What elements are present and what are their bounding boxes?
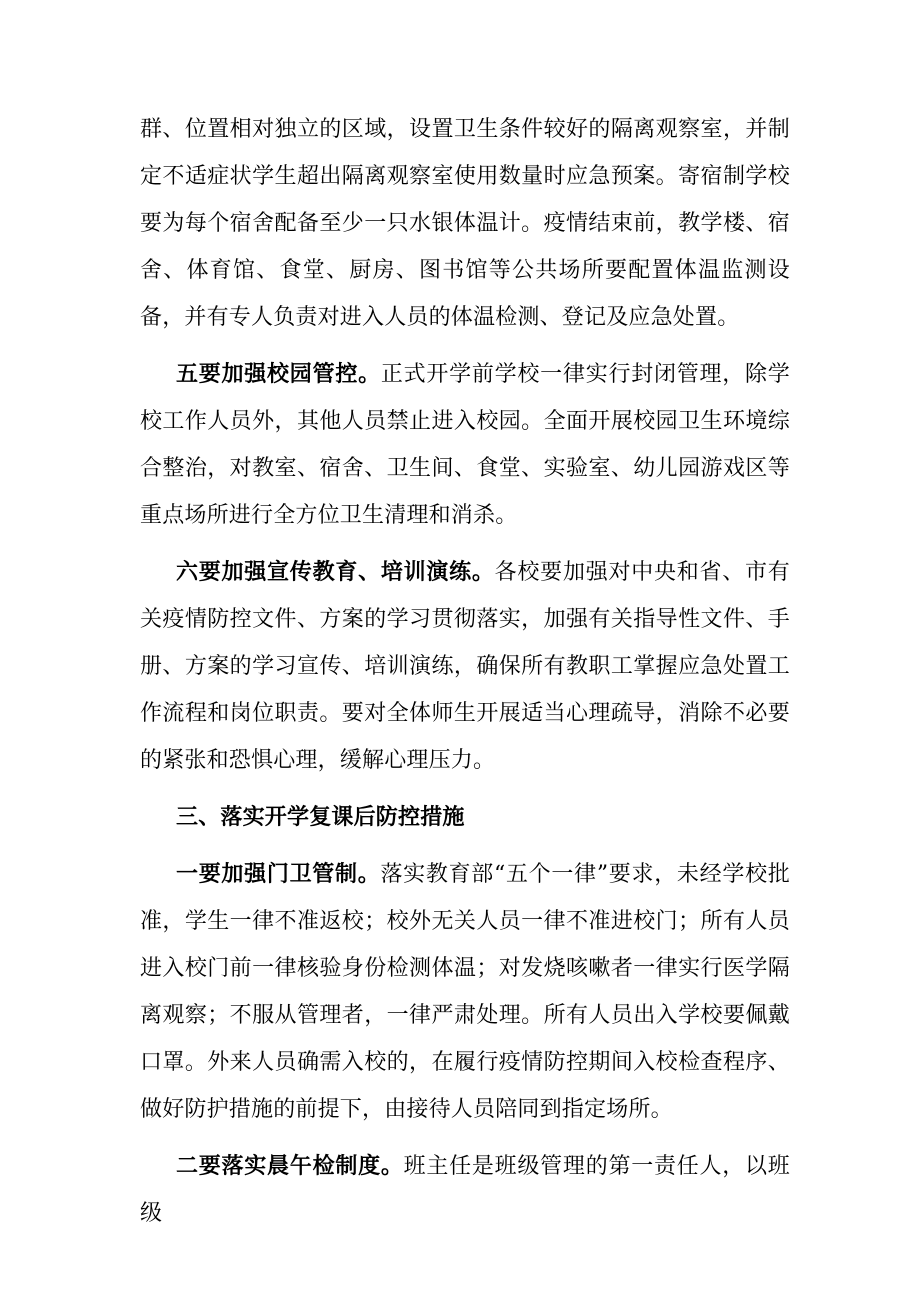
paragraph-lead: 二要落实晨午检制度。: [176, 1153, 404, 1179]
paragraph-publicity-training: [140, 549, 790, 784]
paragraph-continuation: [140, 106, 790, 341]
paragraph-lead: 六要加强宣传教育、培训演练。: [176, 559, 495, 585]
paragraph-text: 班主任是班级管理的第一责任人，以班级: [140, 1154, 790, 1226]
paragraph-text: 正式开学前学校一律实行封闭管理，除学校工作人员外，其他人员禁止进入校园。全面开展校园卫生环境综合整治，对教室、宿舍、卫生间、食堂、实验室、幼儿园游戏区等重点场所进行全方位卫生清理和消杀。: [140, 362, 790, 528]
paragraph-gate-control: [140, 851, 790, 1133]
paragraph-morning-check: [140, 1143, 790, 1237]
paragraph-text: 各校要加强对中央和省、市有关疫情防控文件、方案的学习贯彻落实，加强有关指导性文件、手册、方案的学习宣传、培训演练，确保所有教职工掌握应急处置工作流程和岗位职责。要对全体师生开展适当心理疏导，消除不必要的紧张和恐惧心理，缓解心理压力。: [140, 560, 790, 773]
paragraph-lead: 五要加强校园管控。: [176, 361, 381, 387]
document-page: [140, 106, 790, 1247]
paragraph-text: 落实教育部“五个一律”要求，未经学校批准，学生一律不准返校；校外无关人员一律不准进校门；所有人员进入校门前一律核验身份检测体温；对发烧咳嗽者一律实行医学隔离观察；不服从管理者，一律严肃处理。所有人员出入学校要佩戴口罩。外来人员确需入校的，在履行疫情防控期间入校检查程序、做好防护措施的前提下，由接待人员陪同到指定场所。: [140, 862, 790, 1122]
section-heading: 三、落实开学复课后防控措施: [176, 804, 465, 830]
paragraph-lead: 一要加强门卫管制。: [176, 861, 381, 887]
paragraph-campus-control: [140, 351, 790, 539]
paragraph-text: 群、位置相对独立的区域，设置卫生条件较好的隔离观察室，并制定不适症状学生超出隔离观察室使用数量时应急预案。寄宿制学校要为每个宿舍配备至少一只水银体温计。疫情结束前，教学楼、宿舍、体育馆、食堂、厨房、图书馆等公共场所要配置体温监测设备，并有专人负责对进入人员的体温检测、登记及应急处置。: [140, 117, 790, 330]
